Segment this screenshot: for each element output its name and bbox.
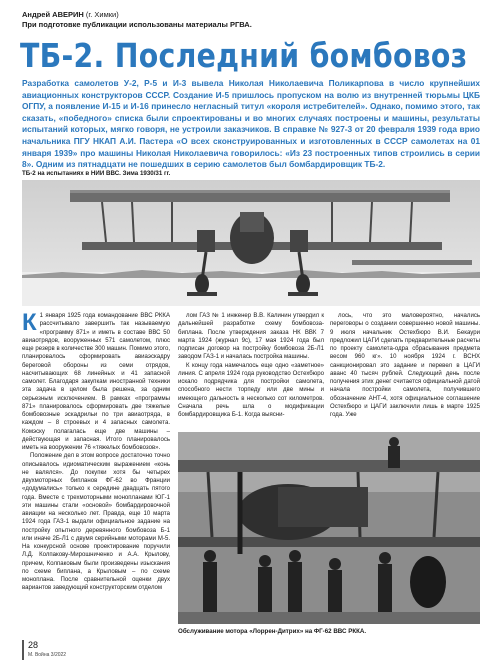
tb2-winter-photo	[22, 180, 480, 306]
footer-rule	[22, 640, 24, 660]
engine-service-image	[178, 432, 480, 624]
text-column-1	[22, 312, 170, 648]
author-line	[22, 10, 119, 19]
sources-note: При подготовке публикации использованы материалы РГВА.	[22, 20, 252, 29]
page-number: 28	[28, 640, 39, 650]
author-name: Андрей АВЕРИН	[22, 10, 84, 19]
photo2-caption: Обслуживание мотора «Лоррен-Дитрих» на ФГ-62 ВВС РККА.	[178, 628, 367, 635]
engine-service-photo	[178, 432, 480, 624]
magazine-issue: М. Война 3/2022	[28, 652, 67, 658]
author-city: (г. Химки)	[85, 10, 119, 19]
paragraph: лом ГАЗ № 1 инженер В.В. Калинин утвердил к дальнейшей разработке схему бомбовоза-биплана. После утверждения заказа НК ВВК 7 марта 1924 (журнал 9с), 17 мая 1924 года был подписан договор на постройку бомбовоза 2Б-Л1 заводом ГАЗ-1 и началась постройка машины.	[178, 313, 324, 361]
text-column-3	[330, 312, 480, 430]
text-column-2	[178, 312, 324, 430]
drop-cap: К	[22, 312, 37, 336]
biplane-photo-image	[22, 180, 480, 306]
paragraph	[22, 312, 170, 452]
photo1-caption: ТБ-2 на испытаниях в НИИ ВВС. Зима 1930/31 гг.	[22, 170, 171, 177]
paragraph: К концу года намечалось еще одно «заметное» линия. С апреля 1924 года руководство Остехбюро искало подрядчика для постройки самолета, способного нести торпеду или две мины и имеющего дальность в несколько сот километров. Сначала речь шла о модификации бомбардировщика Б-1. Когда выясни-	[178, 362, 324, 418]
article-title: ТБ-2. Последний бомбовоз	[20, 36, 468, 75]
paragraph-text: 1 января 1925 года командование ВВС РККА рассчитывало завершить так называемую «программу 871» и иметь в составе ВВС 50 авиаотрядов, вооруженных 571 самолетом, плюс еще резерв в количестве 300 машин. Помимо этого, планировалось сформировать авиаэскадру береговой обороны из семи отрядов, насчитывающих 68 линейных и 41 запасной самолет. Благодаря закупкам иностранной техники эта задача в целом была решена, за одним серьезным исключением. В рамках «программы 871» планировалось сформировать две тяжелые бомбовозные эскадрильи по три авиаотряда, в каждом – 8 строевых и 4 запасных самолета. Комэску полагалась еще две машины – действующая и запасная. Итого планировалось иметь на вооружении 76 «тяжелых бомбовозов».	[22, 313, 170, 451]
article-lead: Разработка самолетов У-2, Р-5 и И-3 вывела Николая Николаевича Поликарпова в число крупнейших авиационных конструкторов СССР. Создание И-5 пришлось пропуском на волю из внутренней тюрьмы ЦКБ ОГПУ, а появление И-15 и И-16 принесло негласный титул «короля истребителей». Однако, помимо этого, так сказать, «победного» списка были спроектированы и во многих случаях построены и машины, результаты испытаний которых, мягко говоря, не устроили заказчиков. В справке № 927-3 от 20 февраля 1939 года врио начальника ПГУ НКАП А.И. Пастера «О всех сконструированных и изготовленных в СССР самолетах на 01 января 1939» про машины Николая Николаевича говорилось: «Из 23 построенных типов строились в серии 8». Одним из пятнадцати не пошедших в серию самолетов был бомбардировщик ТБ-2.	[22, 78, 480, 170]
paragraph: лось, что это маловероятно, начались переговоры о создании совершенно новой машины. 9 июля начальник Остехбюро В.И. Бекаури предложил ЦАГИ сделать предварительные расчеты по проекту самолета-одра сбрасывания предмета весом 960 кг». 10 ноября 1924 г. ВСНХ санкционировал это задание и перевел в ЦАГИ аванс 40 тысяч рублей. Следующий день после получения этих денег считается официальной датой начала постройки самолета, получившего обозначение АНТ-4, хотя официальное соглашение Остехбюро и ЦАГИ заключили лишь в марте 1925 года. Уже	[330, 313, 480, 418]
paragraph: Положение дел в этом вопросе достаточно точно описывалось идиоматическим выражением «конь не валялся». До покупки хотя бы четырех двухмоторных бипланов ФГ-62 во Франции «додумались» только к середине двадцать пятого года. Вместе с трехмоторными монопланами ЮГ-1 эти машины стали «основой» бомбардировочной авиации на несколько лет. Правда, еще 10 марта 1924 года ГАЗ-1 выдали официальное задание на постройку опытного деревянного бомбовоза Б-1 или иначе 2Б-Л1 с двумя серийными моторами М-5. На конкурсной основе проектирование поручили Л.Д. Колпакову-Мирошниченко и А.А. Крылову, причем, Колпаковым были произведены изыскания по схеме биплана, а Крыловым – по схеме моноплана. После сравнительной оценки двух вариантов заведующий конструкторским отделом	[22, 453, 170, 592]
